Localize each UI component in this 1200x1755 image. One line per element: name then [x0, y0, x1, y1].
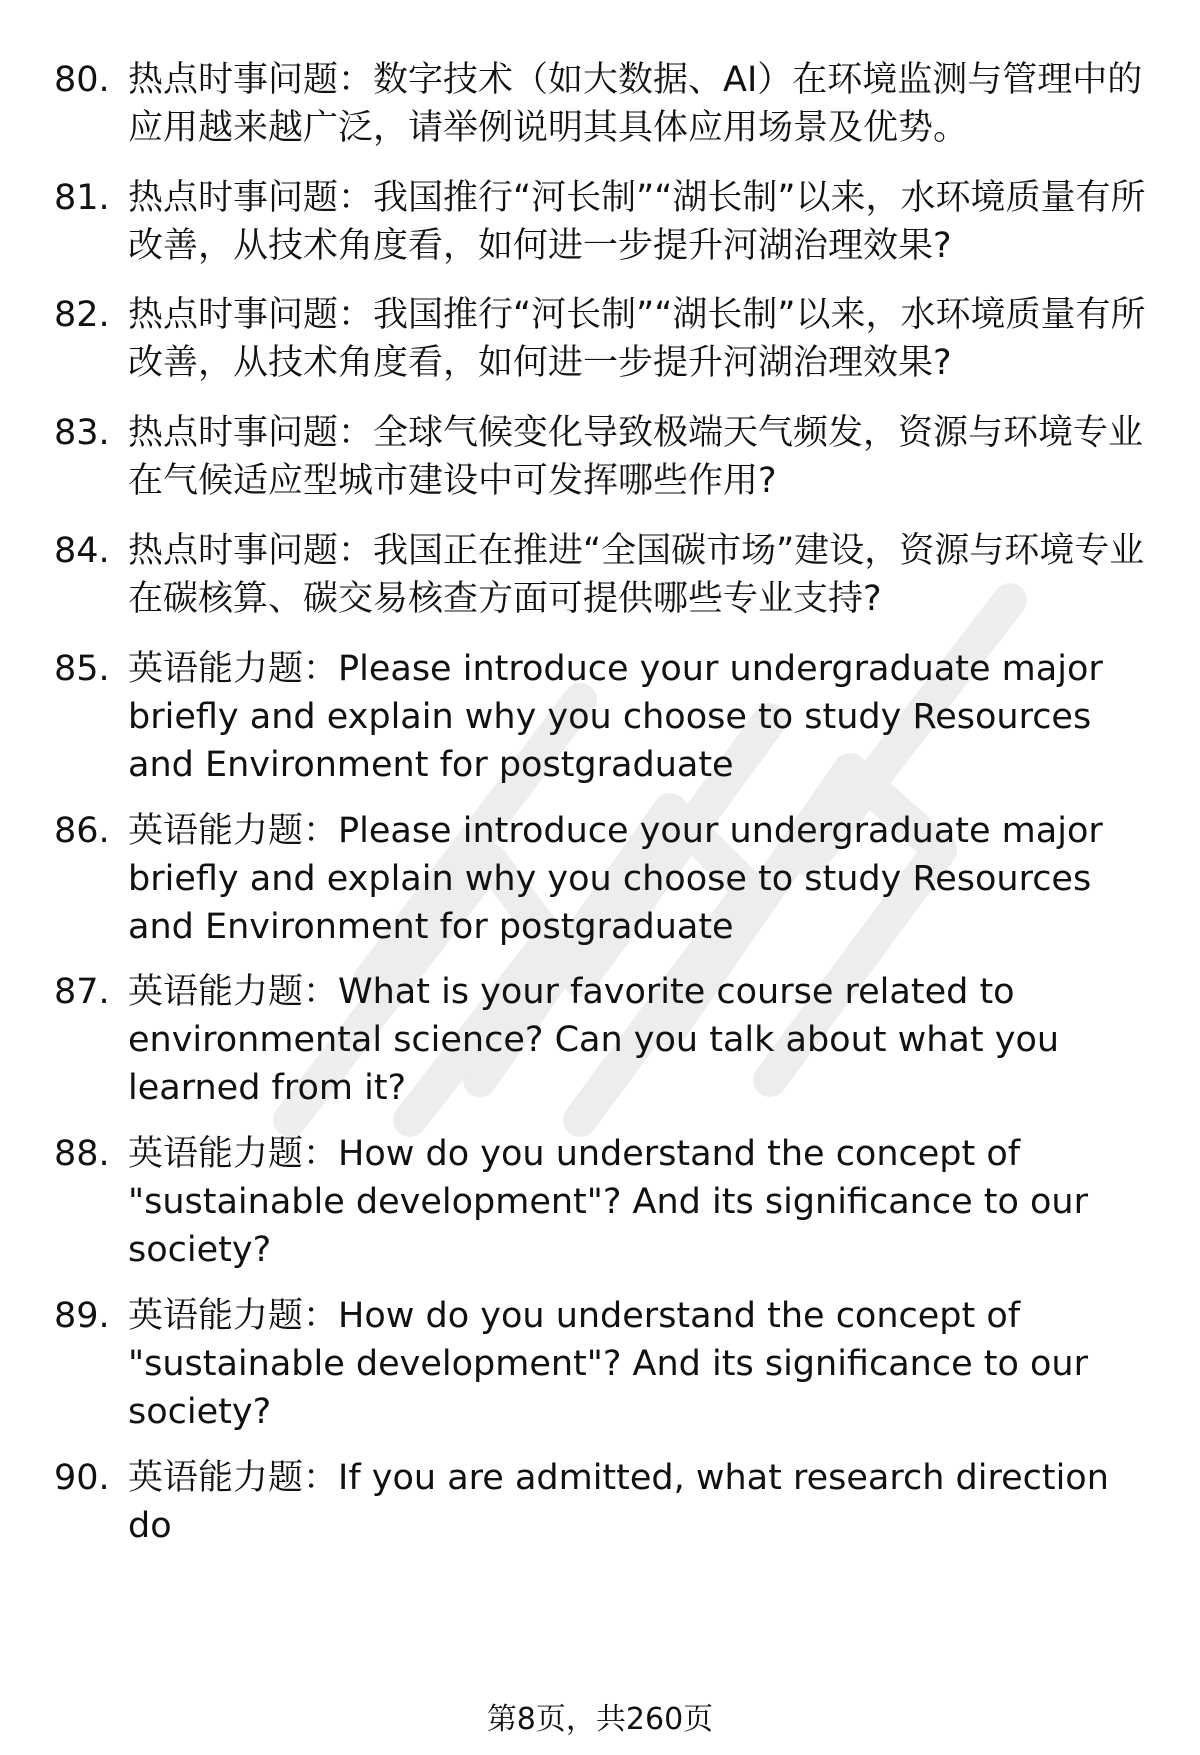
question-body: 数字技术（如大数据、AI）在环境监测与管理中的应用越来越广泛，请举例说明其具体应用场景及优势。	[128, 60, 1143, 148]
question-text	[128, 1454, 1148, 1550]
question-body: Please introduce your undergraduate major briefly and explain why you choose to study Resources and Environment for postgraduate	[128, 649, 1103, 785]
question-number: 84.	[54, 531, 110, 571]
question-body: 我国推行“河长制”“湖长制”以来，水环境质量有所改善，从技术角度看，如何进一步提升河湖治理效果?	[128, 295, 1146, 383]
question-category: 英语能力题：	[128, 1458, 339, 1498]
question-text	[128, 291, 1148, 387]
question-text	[128, 527, 1148, 623]
question-number: 85.	[54, 649, 110, 689]
question-category: 英语能力题：	[128, 811, 339, 851]
question-number: 88.	[54, 1134, 110, 1174]
question-text	[128, 807, 1148, 951]
question-category: 热点时事问题：	[128, 178, 374, 218]
question-body: What is your favorite course related to environmental science? Can you talk about what you learned from it?	[128, 972, 1060, 1108]
question-category: 英语能力题：	[128, 972, 339, 1012]
question-body: 我国推行“河长制”“湖长制”以来，水环境质量有所改善，从技术角度看，如何进一步提升河湖治理效果?	[128, 178, 1146, 266]
question-text	[128, 56, 1148, 152]
question-category: 热点时事问题：	[128, 531, 374, 571]
question-text	[128, 1292, 1148, 1436]
question-number: 86.	[54, 811, 110, 851]
question-text	[128, 1130, 1148, 1274]
question-category: 热点时事问题：	[128, 295, 374, 335]
question-body: Please introduce your undergraduate major briefly and explain why you choose to study Resources and Environment for postgraduate	[128, 811, 1103, 947]
question-number: 82.	[54, 295, 110, 335]
question-text	[128, 409, 1148, 505]
question-category: 热点时事问题：	[128, 60, 374, 100]
question-number: 83.	[54, 413, 110, 453]
question-body: How do you understand the concept of "sustainable development"? And its significance to our society?	[128, 1134, 1088, 1270]
question-number: 87.	[54, 972, 110, 1012]
question-text	[128, 968, 1148, 1112]
question-body: If you are admitted, what research direction do	[128, 1458, 1109, 1546]
question-body: How do you understand the concept of "sustainable development"? And its significance to our society?	[128, 1296, 1088, 1432]
question-category: 英语能力题：	[128, 1134, 339, 1174]
question-category: 英语能力题：	[128, 1296, 339, 1336]
question-number: 81.	[54, 178, 110, 218]
question-number: 80.	[54, 60, 110, 100]
question-category: 热点时事问题：	[128, 413, 374, 453]
page-number-footer: 第8页，共260页	[486, 1702, 714, 1737]
question-body: 我国正在推进“全国碳市场”建设，资源与环境专业在碳核算、碳交易核查方面可提供哪些专业支持?	[128, 531, 1145, 619]
question-body: 全球气候变化导致极端天气频发，资源与环境专业在气候适应型城市建设中可发挥哪些作用?	[128, 413, 1144, 501]
question-text	[128, 174, 1148, 270]
question-number: 90.	[54, 1458, 110, 1498]
question-number: 89.	[54, 1296, 110, 1336]
question-text	[128, 645, 1148, 789]
question-category: 英语能力题：	[128, 649, 339, 689]
